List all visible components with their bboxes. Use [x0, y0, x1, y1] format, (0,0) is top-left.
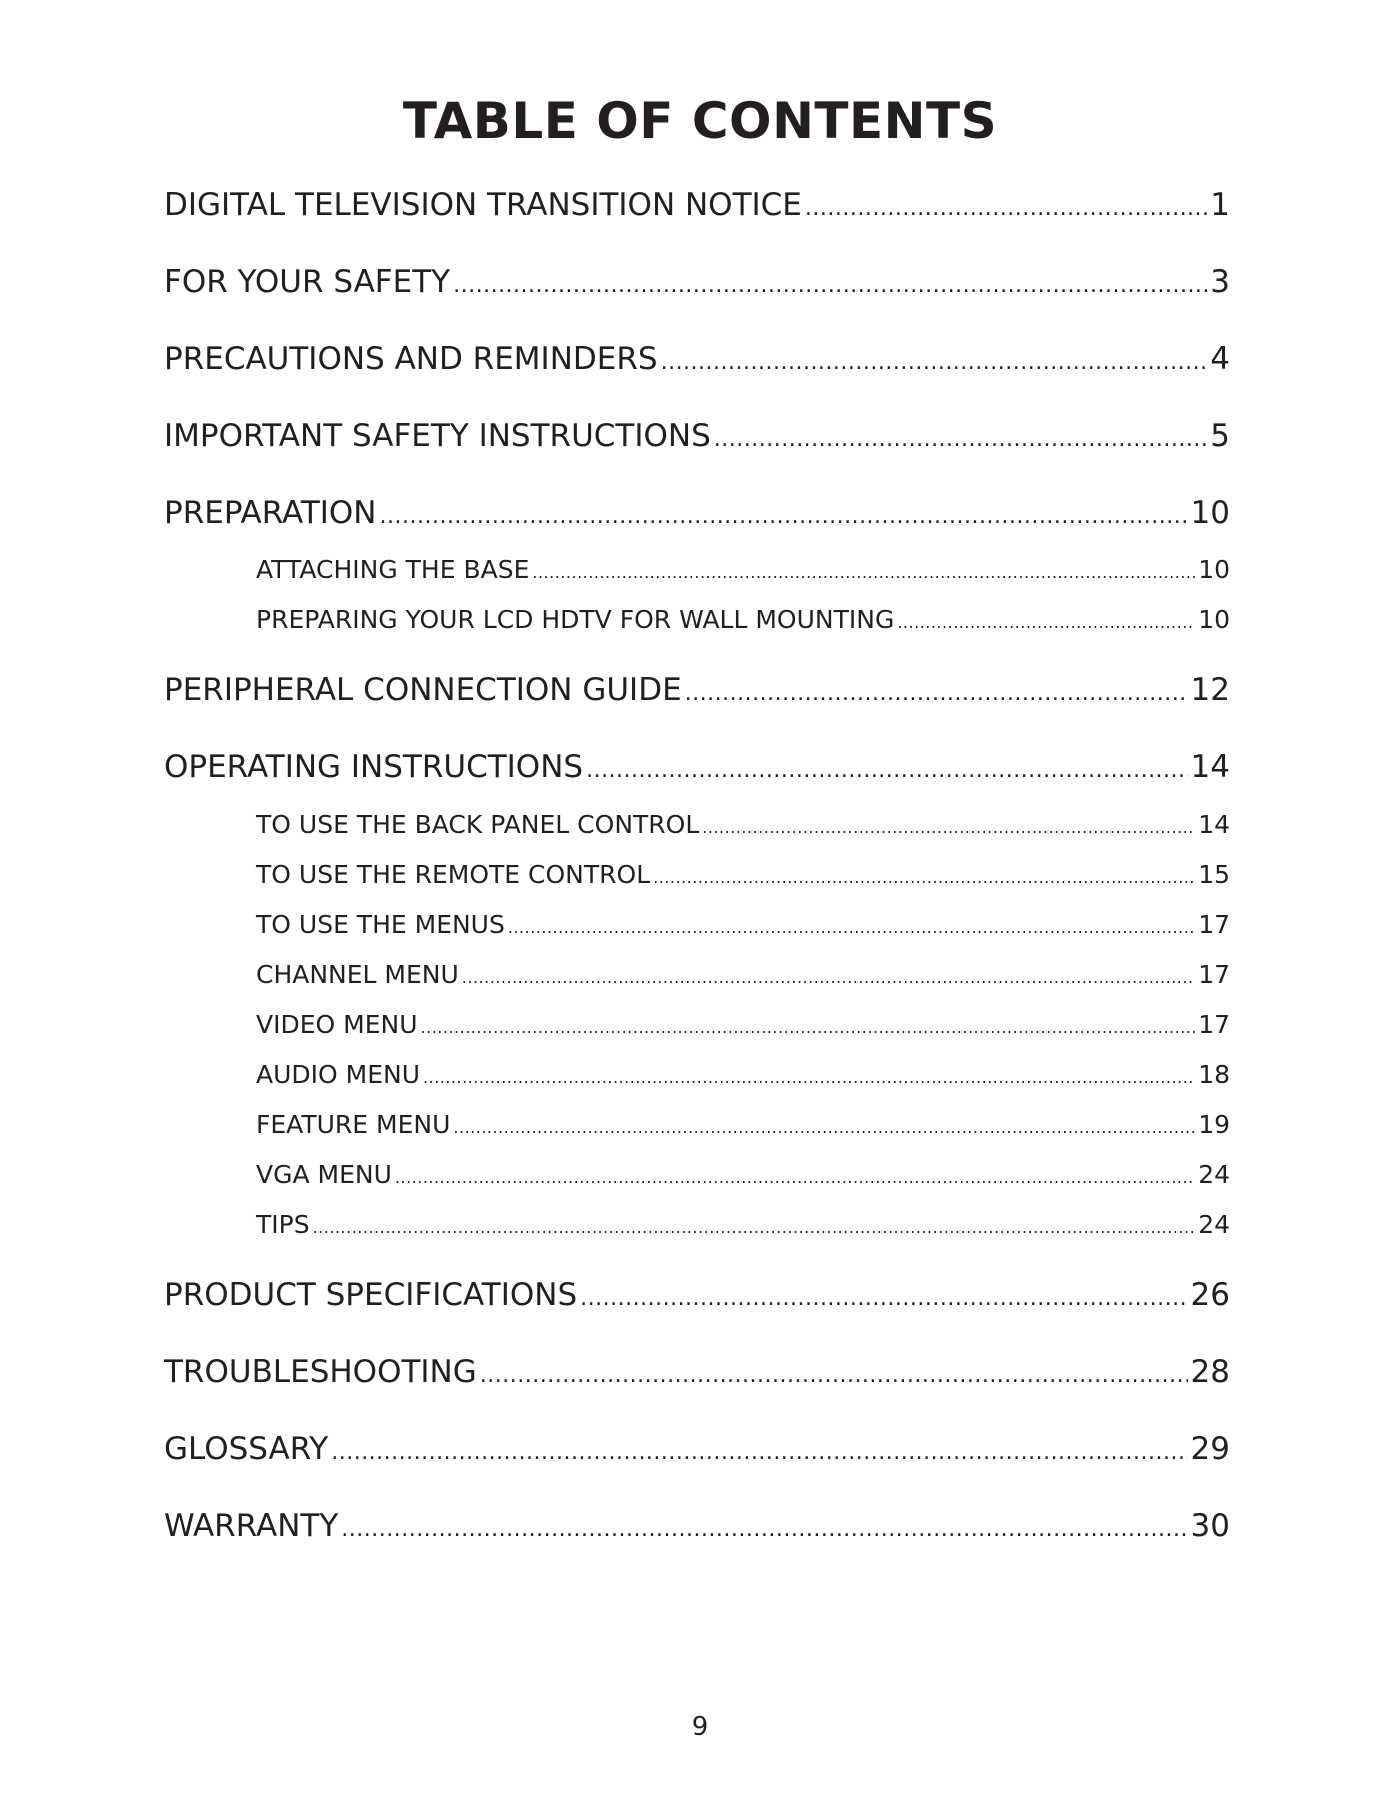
- dot-leader: [453, 1118, 1195, 1137]
- toc-subentry-label: TIPS: [256, 1210, 310, 1239]
- toc-entry-label: PERIPHERAL CONNECTION GUIDE: [164, 672, 682, 708]
- toc-entry-page: 26: [1190, 1277, 1230, 1313]
- toc-entry-page: 30: [1190, 1508, 1230, 1544]
- toc-subentry-page: 24: [1198, 1210, 1230, 1239]
- toc-subentry-label: PREPARING YOUR LCD HDTV FOR WALL MOUNTING: [256, 605, 895, 634]
- toc-entry-page: 4: [1210, 341, 1230, 377]
- table-of-contents: [164, 0, 1230, 1700]
- toc-entry-label: DIGITAL TELEVISION TRANSITION NOTICE: [164, 187, 802, 223]
- page-number: 9: [691, 1712, 709, 1742]
- dot-leader: [508, 918, 1195, 937]
- toc-entry: [164, 341, 1230, 385]
- toc-entry-page: 10: [1190, 495, 1230, 531]
- dot-leader: [331, 1440, 1187, 1465]
- toc-subentry-page: 17: [1198, 1010, 1230, 1039]
- toc-entry-label: GLOSSARY: [164, 1431, 329, 1467]
- dot-leader: [685, 681, 1188, 706]
- toc-subentry-label: AUDIO MENU: [256, 1060, 421, 1089]
- toc-entry-page: 14: [1190, 749, 1230, 785]
- toc-subentry-label: VGA MENU: [256, 1160, 392, 1189]
- toc-entry-label: PRODUCT SPECIFICATIONS: [164, 1277, 578, 1313]
- toc-entry-label: WARRANTY: [164, 1508, 339, 1544]
- toc-subentry-label: TO USE THE BACK PANEL CONTROL: [256, 810, 700, 839]
- dot-leader: [423, 1068, 1195, 1087]
- toc-entry: [164, 187, 1230, 231]
- dot-leader: [805, 196, 1207, 221]
- toc-subentry: [256, 960, 1230, 996]
- toc-subentry-page: 10: [1198, 605, 1230, 634]
- dot-leader: [380, 504, 1188, 529]
- dot-leader: [462, 968, 1195, 987]
- toc-entry-label: IMPORTANT SAFETY INSTRUCTIONS: [164, 418, 711, 454]
- dot-leader: [480, 1363, 1188, 1388]
- toc-entry-label: FOR YOUR SAFETY: [164, 264, 451, 300]
- toc-subentry-page: 15: [1198, 860, 1230, 889]
- toc-subentry: [256, 1010, 1230, 1046]
- dot-leader: [586, 758, 1187, 783]
- toc-subentry: [256, 555, 1230, 591]
- dot-leader: [395, 1168, 1195, 1187]
- dot-leader: [421, 1018, 1196, 1037]
- toc-subentry: [256, 910, 1230, 946]
- toc-subentry-label: TO USE THE MENUS: [256, 910, 505, 939]
- dot-leader: [897, 613, 1195, 632]
- toc-subentry-label: TO USE THE REMOTE CONTROL: [256, 860, 651, 889]
- toc-entry-label: PREPARATION: [164, 495, 377, 531]
- toc-subentry-page: 14: [1198, 810, 1230, 839]
- toc-entry: [164, 1354, 1230, 1398]
- toc-entry: [164, 264, 1230, 308]
- toc-subentry: [256, 1060, 1230, 1096]
- toc-entry: [164, 672, 1230, 716]
- toc-entry-label: PRECAUTIONS AND REMINDERS: [164, 341, 658, 377]
- toc-entry: [164, 1277, 1230, 1321]
- toc-entry-page: 29: [1190, 1431, 1230, 1467]
- dot-leader: [653, 868, 1195, 887]
- toc-subentry-page: 10: [1198, 555, 1230, 584]
- toc-entry-label: TROUBLESHOOTING: [164, 1354, 477, 1390]
- toc-entry: [164, 418, 1230, 462]
- toc-subentry-page: 17: [1198, 910, 1230, 939]
- toc-entry: [164, 1431, 1230, 1475]
- toc-entry: [164, 749, 1230, 793]
- dot-leader: [341, 1517, 1187, 1542]
- toc-subentry: [256, 810, 1230, 846]
- dot-leader: [714, 427, 1208, 452]
- toc-subentry-label: ATTACHING THE BASE: [256, 555, 530, 584]
- toc-entry-page: 3: [1210, 264, 1230, 300]
- toc-subentry: [256, 860, 1230, 896]
- dot-leader: [580, 1286, 1187, 1311]
- dot-leader: [532, 563, 1195, 582]
- toc-entry-page: 12: [1190, 672, 1230, 708]
- dot-leader: [453, 273, 1207, 298]
- toc-entry: [164, 495, 1230, 539]
- dot-leader: [661, 350, 1208, 375]
- toc-subentry-page: 17: [1198, 960, 1230, 989]
- toc-subentry-label: CHANNEL MENU: [256, 960, 459, 989]
- toc-entry-page: 5: [1210, 418, 1230, 454]
- toc-subentry: [256, 1210, 1230, 1246]
- toc-entry: [164, 1508, 1230, 1552]
- toc-subentry-page: 18: [1198, 1060, 1230, 1089]
- page-title: TABLE OF CONTENTS: [402, 92, 998, 150]
- toc-subentry: [256, 1110, 1230, 1146]
- toc-subentry-page: 19: [1198, 1110, 1230, 1139]
- toc-entry-page: 1: [1210, 187, 1230, 223]
- toc-subentry-label: VIDEO MENU: [256, 1010, 418, 1039]
- toc-entry-page: 28: [1190, 1354, 1230, 1390]
- toc-subentry: [256, 605, 1230, 641]
- toc-subentry-page: 24: [1198, 1160, 1230, 1189]
- toc-entry-label: OPERATING INSTRUCTIONS: [164, 749, 584, 785]
- toc-subentry: [256, 1160, 1230, 1196]
- toc-subentry-label: FEATURE MENU: [256, 1110, 451, 1139]
- dot-leader: [313, 1218, 1196, 1237]
- dot-leader: [702, 818, 1195, 837]
